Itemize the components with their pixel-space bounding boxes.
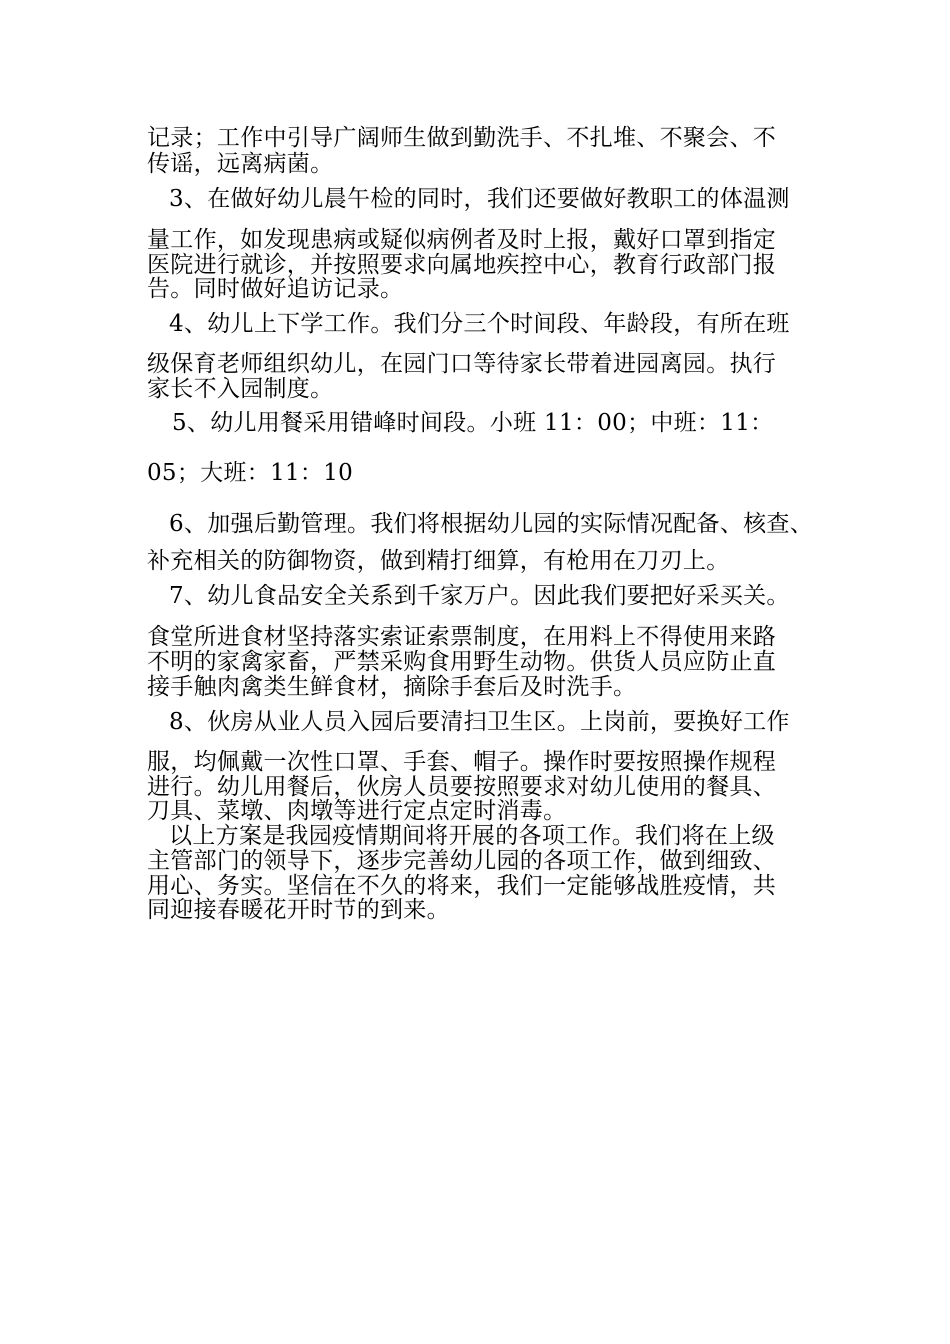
paragraph-6-line: 6、加强后勤管理。我们将根据幼儿园的实际情况配备、核查、: [169, 511, 814, 537]
text-line: 记录；工作中引导广阔师生做到勤洗手、不扎堆、不聚会、不: [147, 125, 777, 151]
text-line: 同迎接春暖花开时节的到来。: [147, 897, 450, 923]
paragraph-7-line: 7、幼儿食品安全关系到千家万户。因此我们要把好采买关。: [169, 583, 790, 609]
text-line: 级保育老师组织幼儿，在园门口等待家长带着进园离园。执行: [147, 351, 777, 377]
closing-paragraph-line: 以上方案是我园疫情期间将开展的各项工作。我们将在上级: [169, 823, 775, 849]
text-line: 05；大班：11：10: [147, 460, 354, 486]
text-line: 家长不入园制度。: [147, 376, 334, 402]
text-line: 服，均佩戴一次性口罩、手套、帽子。操作时要按照操作规程: [147, 749, 777, 775]
paragraph-4-line: 4、幼儿上下学工作。我们分三个时间段、年龄段，有所在班: [169, 311, 790, 337]
paragraph-5-line: 5、幼儿用餐采用错峰时间段。小班 11：00；中班：11：: [172, 410, 774, 436]
text-line: 进行。幼儿用餐后，伙房人员要按照要求对幼儿使用的餐具、: [147, 774, 777, 800]
text-line: 食堂所进食材坚持落实索证索票制度，在用料上不得使用来路: [147, 624, 777, 650]
text-line: 主管部门的领导下，逐步完善幼儿园的各项工作，做到细致、: [147, 848, 777, 874]
text-line: 刀具、菜墩、肉墩等进行定点定时消毒。: [147, 798, 567, 824]
text-line: 不明的家禽家畜，严禁采购食用野生动物。供货人员应防止直: [147, 649, 777, 675]
text-line: 用心、务实。坚信在不久的将来，我们一定能够战胜疫情，共: [147, 873, 777, 899]
text-line: 接手触肉禽类生鲜食材，摘除手套后及时洗手。: [147, 674, 637, 700]
text-line: 医院进行就诊，并按照要求向属地疾控中心，教育行政部门报: [147, 252, 777, 278]
text-line: 告。同时做好追访记录。: [147, 276, 404, 302]
text-line: 传谣，远离病菌。: [147, 151, 334, 177]
text-line: 补充相关的防御物资，做到精打细算，有枪用在刀刃上。: [147, 548, 730, 574]
paragraph-3-line: 3、在做好幼儿晨午检的同时，我们还要做好教职工的体温测: [169, 186, 790, 212]
paragraph-8-line: 8、伙房从业人员入园后要清扫卫生区。上岗前，要换好工作: [169, 709, 790, 735]
text-line: 量工作，如发现患病或疑似病例者及时上报，戴好口罩到指定: [147, 227, 777, 253]
